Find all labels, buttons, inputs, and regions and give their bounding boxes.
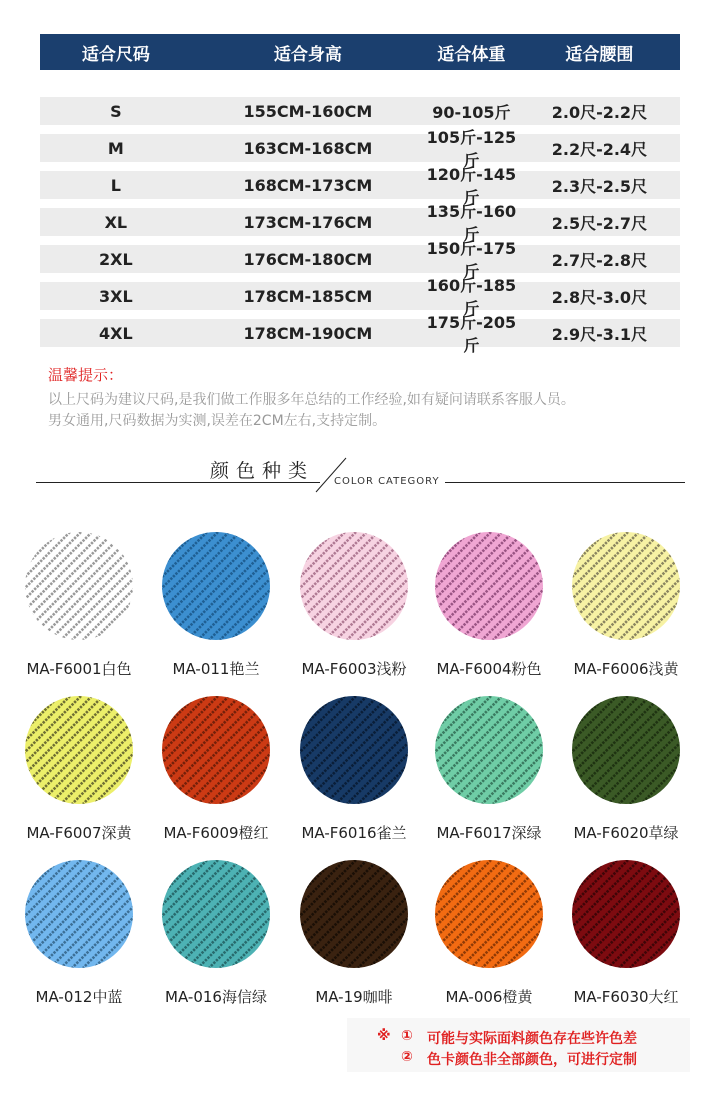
color-swatch [12,532,146,682]
swatch-label: MA-006橙黄 [445,988,533,1006]
size-cell: 4XL [99,323,133,343]
weight-cell: 150斤-175斤 [426,239,517,281]
size-row [40,313,680,355]
swatch-label: MA-F6009橙红 [163,824,269,842]
swatch-circle [435,532,543,640]
waist-cell: 2.2尺-2.4尺 [551,139,648,159]
size-table-header [40,34,680,70]
tips-title: 温馨提示： [48,366,124,384]
swatch-label: MA-F6016雀兰 [301,824,407,842]
height-cell: 155CM-160CM [243,101,373,121]
height-cell: 163CM-168CM [243,138,373,158]
height-cell: 176CM-180CM [243,249,373,269]
size-row [40,239,680,281]
weight-cell: 90-105斤 [432,102,511,122]
swatch-label: MA-011艳兰 [172,660,260,678]
color-section-title: 颜色种类 [210,460,315,482]
swatch-circle [435,860,543,968]
color-section-subtitle: COLOR CATEGORY [334,476,440,487]
size-cell: M [107,138,124,158]
swatch-label: MA-012中蓝 [35,988,123,1006]
waist-cell: 2.3尺-2.5尺 [551,176,648,196]
swatch-circle [300,696,408,804]
swatch-label: MA-016海信绿 [165,988,267,1006]
tips-line-1: 以上尺码为建议尺码,是我们做工作服多年总结的工作经验,如有疑问请联系客服人员。 [48,392,575,408]
swatch-circle [162,860,270,968]
height-cell: 173CM-176CM [243,212,373,232]
color-swatch [12,696,146,846]
weight-cell: 105斤-125斤 [426,128,517,170]
header-weight: 适合体重 [437,44,506,65]
size-cell: XL [104,212,128,232]
swatch-circle [572,532,680,640]
size-cell: 3XL [99,286,133,306]
size-cell: L [110,175,121,195]
color-swatch [149,860,283,1010]
swatch-circle [162,696,270,804]
color-swatch [12,860,146,1010]
note-mark: ※ [377,1028,391,1044]
height-cell: 168CM-173CM [243,175,373,195]
color-swatch [287,860,421,1010]
weight-cell: 135斤-160斤 [426,202,517,244]
swatch-label: MA-F6007深黄 [26,824,132,842]
color-swatch [287,532,421,682]
swatch-label: MA-F6006浅黄 [573,660,679,678]
note-2-number: ② [401,1049,413,1065]
swatch-label: MA-F6030大红 [573,988,679,1006]
notes-box [347,1018,690,1072]
tips-line-2: 男女通用,尺码数据为实测,误差在2CM左右,支持定制。 [48,413,387,429]
weight-cell: 175斤-205斤 [426,313,517,355]
swatch-circle [25,860,133,968]
size-cell: S [110,101,122,121]
color-swatch [559,532,693,682]
height-cell: 178CM-185CM [243,286,373,306]
swatch-circle [572,696,680,804]
size-table-body [40,97,680,356]
swatch-label: MA-F6001白色 [26,660,132,678]
size-row [40,97,680,125]
waist-cell: 2.0尺-2.2尺 [551,102,648,122]
waist-cell: 2.9尺-3.1尺 [551,324,648,344]
color-swatch [149,696,283,846]
swatch-circle [435,696,543,804]
color-swatch [422,696,556,846]
heading-rule-right [445,482,685,483]
size-row [40,202,680,244]
swatch-circle [162,532,270,640]
size-cell: 2XL [99,249,133,269]
waist-cell: 2.5尺-2.7尺 [551,213,648,233]
size-row [40,165,680,207]
height-cell: 178CM-190CM [243,323,373,343]
waist-cell: 2.7尺-2.8尺 [551,250,648,270]
note-1-number: ① [401,1028,413,1044]
swatch-label: MA-F6003浅粉 [301,660,407,678]
swatch-circle [300,860,408,968]
color-swatch [559,696,693,846]
swatch-circle [25,696,133,804]
swatch-label: MA-F6017深绿 [436,824,542,842]
weight-cell: 160斤-185斤 [426,276,517,318]
swatch-label: MA-F6020草绿 [573,824,679,842]
weight-cell: 120斤-145斤 [426,165,517,207]
header-waist: 适合腰围 [565,44,634,65]
note-2-text: 色卡颜色非全部颜色，可进行定制 [427,1052,637,1068]
swatch-circle [25,532,133,640]
size-row [40,276,680,318]
color-swatch [422,532,556,682]
swatch-circle [572,860,680,968]
swatch-label: MA-F6004粉色 [436,660,542,678]
color-swatch [422,860,556,1010]
color-swatch [149,532,283,682]
swatch-circle [300,532,408,640]
color-swatch [287,696,421,846]
note-1-text: 可能与实际面料颜色存在些许色差 [427,1031,637,1047]
size-row [40,128,680,170]
header-height: 适合身高 [273,44,342,65]
header-size: 适合尺码 [81,44,150,65]
swatch-label: MA-19咖啡 [315,988,393,1006]
waist-cell: 2.8尺-3.0尺 [551,287,648,307]
color-swatch [559,860,693,1010]
